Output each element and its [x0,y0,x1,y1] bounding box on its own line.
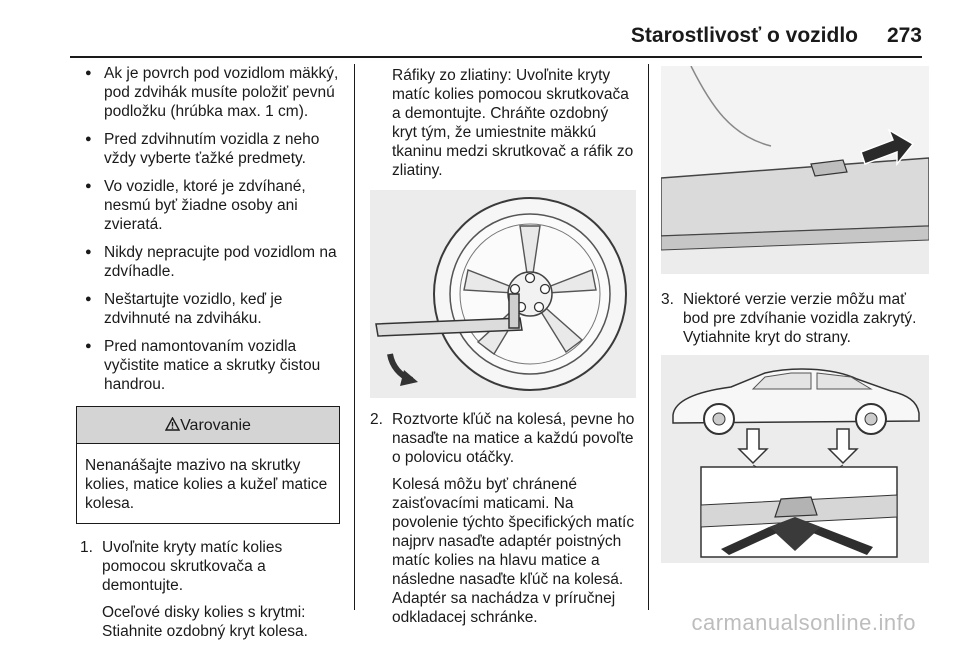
list-item: ● Ak je povrch pod vozidlom mäkký, pod zdvihák musíte položiť pevnú podložku (hrúbka max. 1 cm). [80,64,342,121]
wheel-illustration-svg [370,190,636,398]
step-note: Oceľové disky kolies s krytmi: Stiahnite ozdobný kryt kolesa. [102,604,308,640]
step-text: Uvoľnite kryty matíc kolies pomocou skrutkovača a demontujte. [102,539,283,594]
column-1 [80,64,342,649]
column-2 [370,64,636,635]
alloy-rim-note: Ráfiky zo zliatiny: Uvoľnite kryty matíc kolies pomocou skrutkovača a demontujte. Chráňte ozdobný kryt tým, že umiestnite mäkkú tkaninu medzi skrutkovač a ráfik zo zliatiny. [392,67,634,179]
list-item: ● Vo vozidle, ktoré je zdvíhané, nesmú byť žiadne osoby ani zvieratá. [80,177,342,234]
jack-point-cover-illustration [661,66,929,274]
step-text: Roztvorte kľúč na kolesá, pevne ho nasaďte na matice a každú povoľte o polovicu otáčky. [392,411,635,466]
warning-header [77,407,339,444]
page-title: Starostlivosť o vozidlo [630,24,858,47]
list-item: ● Pred zdvihnutím vozidla z neho vždy vyberte ťažké predmety. [80,130,342,168]
car-lifting-svg [661,355,929,563]
step-number: 1. [80,539,93,556]
warning-triangle-icon [165,417,180,431]
warning-title: Varovanie [180,417,251,434]
warning-box [76,406,340,524]
underbody-illustration-svg [661,66,929,274]
column-divider-2 [648,64,649,610]
page-number: 273 [886,24,922,47]
step-number: 2. [370,411,383,428]
list-item: ● Nikdy nepracujte pod vozidlom na zdvíhadle. [80,243,342,281]
step-text: Niektoré verzie verzie môžu mať bod pre zdvíhanie vozidla zakrytý. Vytiahnite kryt do strany. [683,291,917,346]
warning-text: Nenanášajte mazivo na skrutky kolies, matice kolies a kužeľ matice kolesa. [85,457,328,512]
step-3 [661,290,929,347]
step-number: 3. [661,291,674,308]
list-item: ● Neštartujte vozidlo, keď je zdvihnuté na zdviháku. [80,290,342,328]
wheel-wrench-illustration [370,190,636,398]
header-divider [70,56,922,58]
watermark: carmanualsonline.info [691,610,916,635]
column-divider-1 [354,64,355,610]
column-3 [661,64,929,563]
step-1 [80,538,342,641]
list-item: ● Pred namontovaním vozidla vyčistite matice a skrutky čistou handrou. [80,337,342,394]
step-2 [370,410,636,627]
lifting-point-illustration [661,355,929,563]
precaution-list [80,64,342,394]
step-note: Kolesá môžu byť chránené zaisťovacími maticami. Na povolenie týchto špecifických matíc najprv nasaďte adaptér poistných matíc kolies na hlavu matice a následne nasaďte kľúč na kolesá. Adaptér sa nachádza v príručnej odkladacej schránke. [392,476,635,626]
